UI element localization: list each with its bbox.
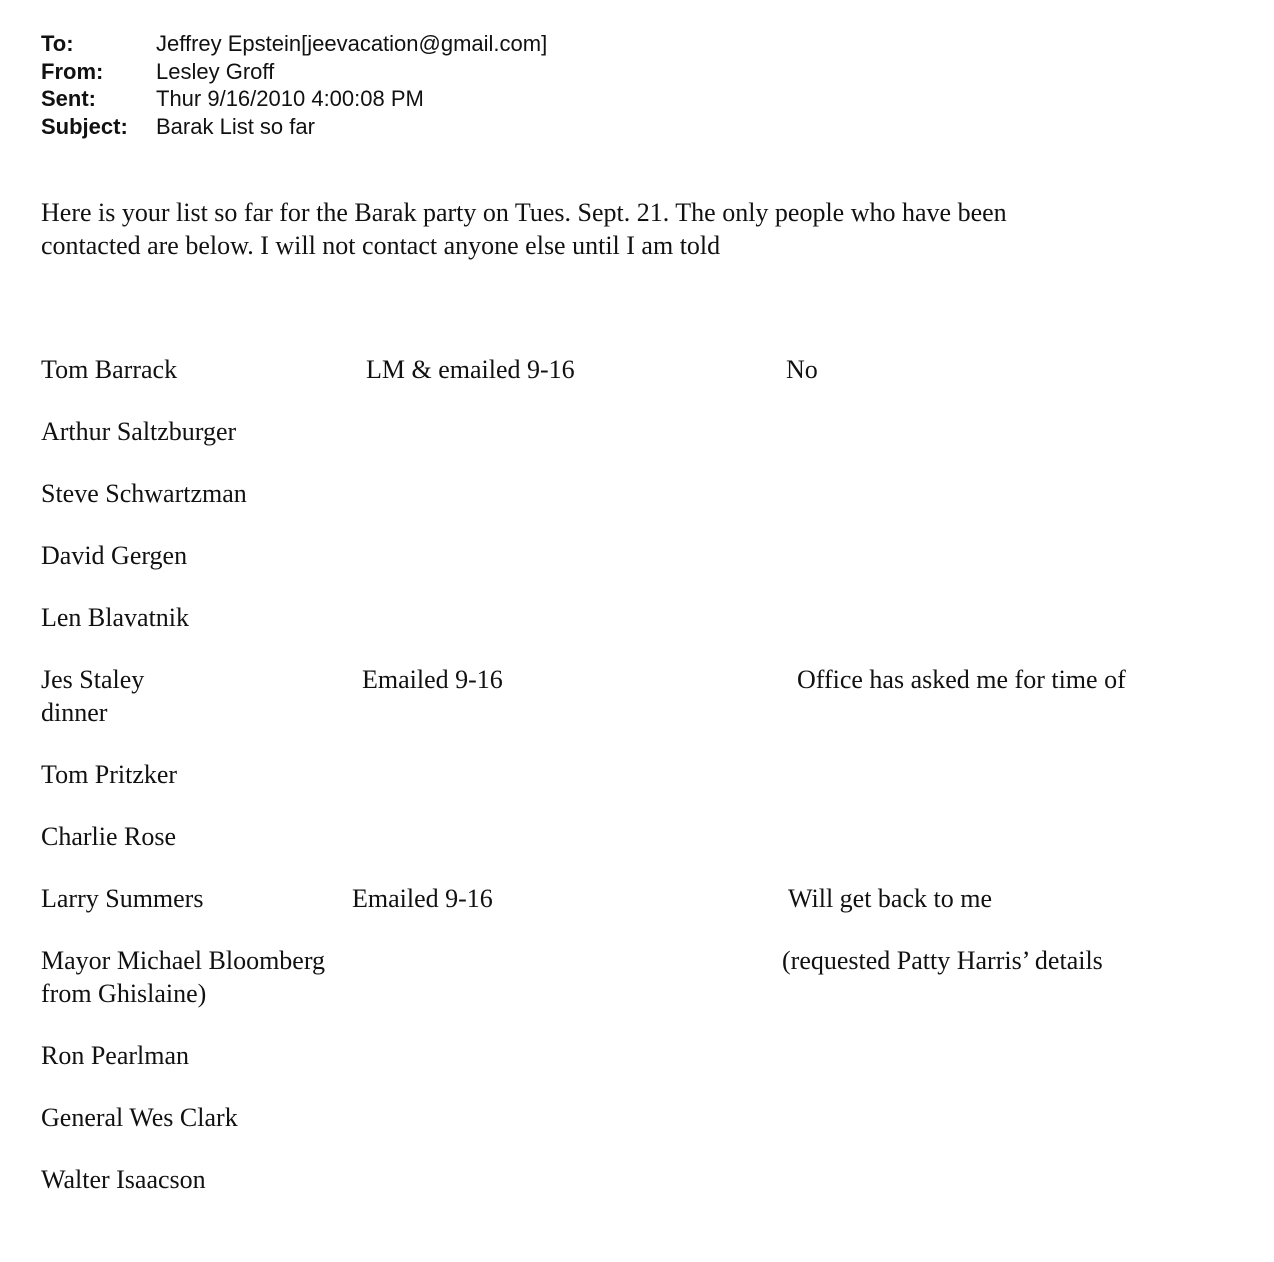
guest-contact: LM & emailed 9-16 (366, 355, 575, 384)
guest-status: No (786, 355, 818, 384)
guest-name: Len Blavatnik (41, 603, 190, 632)
guest-row (41, 663, 1126, 729)
guest-row (41, 539, 187, 572)
to-label: To: (41, 31, 74, 56)
guest-row (41, 944, 1103, 1010)
guest-name: Jes Staley (41, 665, 145, 694)
guest-status-wrap: dinner (41, 698, 108, 727)
from-label: From: (41, 58, 104, 84)
guest-row (41, 1163, 206, 1196)
guest-row (41, 353, 818, 386)
to-row (41, 30, 547, 58)
guest-name: Tom Barrack (41, 355, 178, 384)
guest-row (41, 415, 236, 448)
sent-row (41, 85, 547, 113)
guest-name: Larry Summers (41, 884, 204, 913)
guest-row (41, 820, 176, 853)
email-header (41, 30, 547, 140)
from-row (41, 58, 547, 86)
guest-name: Walter Isaacson (41, 1165, 206, 1194)
guest-name: Ron Pearlman (41, 1041, 190, 1070)
subject-label: Subject: (41, 113, 128, 139)
guest-name: Charlie Rose (41, 822, 177, 851)
subject-row (41, 113, 547, 141)
intro-line-1: Here is your list so far for the Barak party on Tues. Sept. 21. The only people who have been (41, 198, 1007, 227)
guest-status: (requested Patty Harris’ details (782, 946, 1103, 975)
guest-status: Will get back to me (788, 884, 993, 913)
guest-name: David Gergen (41, 541, 188, 570)
sent-value: Thur 9/16/2010 4:00:08 PM (156, 86, 424, 111)
guest-status: Office has asked me for time of (797, 665, 1126, 694)
from-value: Lesley Groff (156, 58, 275, 84)
guest-row (41, 601, 189, 634)
guest-name: General Wes Clark (41, 1103, 238, 1132)
guest-row (41, 758, 177, 791)
guest-row (41, 477, 247, 510)
guest-row (41, 1101, 238, 1134)
guest-contact: Emailed 9-16 (362, 665, 503, 694)
guest-name: Arthur Saltzburger (41, 417, 237, 446)
guest-name: Tom Pritzker (41, 760, 178, 789)
guest-row (41, 882, 993, 915)
guest-name: Mayor Michael Bloomberg (41, 946, 326, 975)
to-value: Jeffrey Epstein[jeevacation@gmail.com] (156, 31, 548, 56)
intro-line-2: contacted are below. I will not contact anyone else until I am told (41, 231, 721, 260)
guest-name: Steve Schwartzman (41, 479, 247, 508)
intro-paragraph (41, 196, 1221, 262)
sent-label: Sent: (41, 86, 96, 111)
guest-row (41, 1039, 189, 1072)
guest-contact: Emailed 9-16 (352, 884, 493, 913)
subject-value: Barak List so far (156, 113, 315, 139)
guest-status-wrap: from Ghislaine) (41, 979, 207, 1008)
